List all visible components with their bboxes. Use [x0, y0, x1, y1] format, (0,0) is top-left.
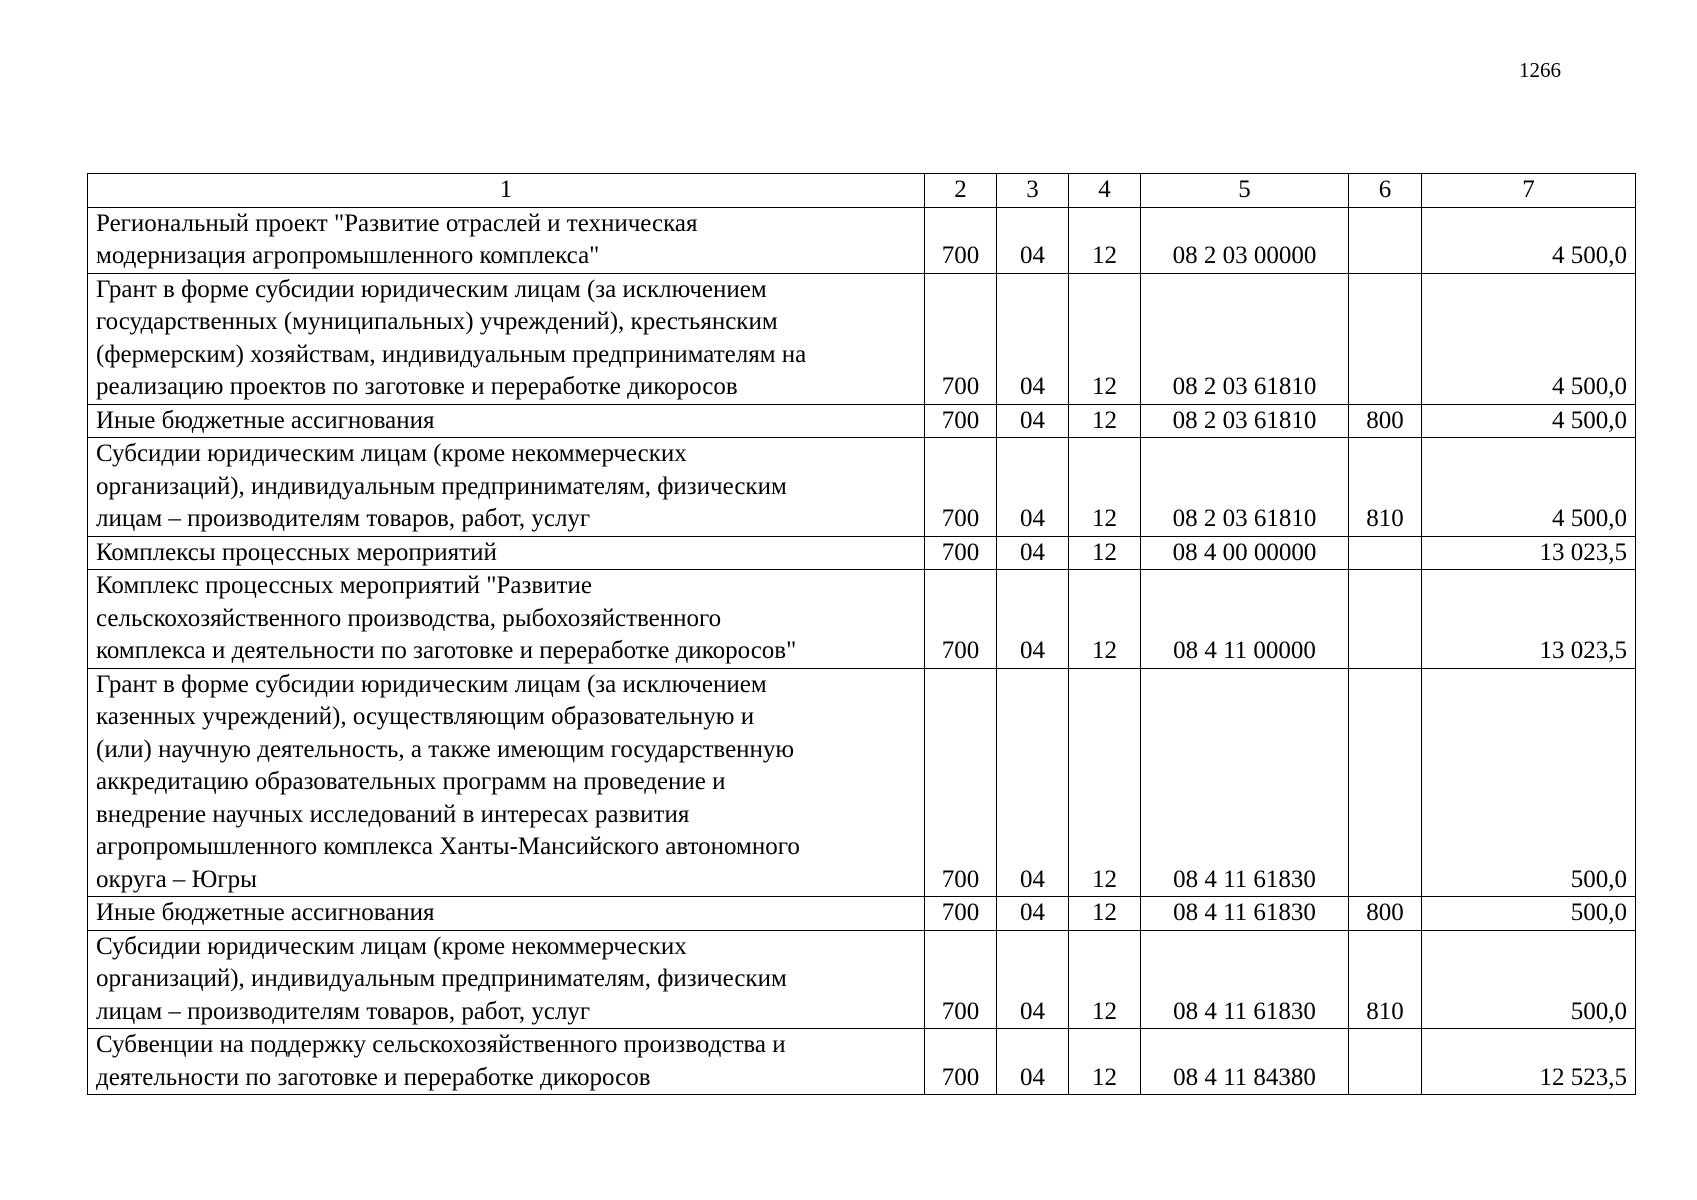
- table-row: [88, 438, 1636, 537]
- row-col4-cell: [1069, 207, 1141, 273]
- table-body: [88, 174, 1636, 1095]
- row-amount-cell: [1422, 668, 1636, 897]
- row-name-text: Грант в форме субсидии юридическим лицам (за исключением казенных учреждений), осуществляющим образовательную и (или) научную деятельность, а также имеющим государственную аккредитацию образовательных программ на проведение и внедрение научных исследований в интересах развития агропромышленного комплекса Ханты-Мансийского автономного округа – Югры: [96, 670, 800, 893]
- header-col-1: 1: [88, 174, 925, 208]
- row-col2-cell: [925, 1029, 997, 1095]
- row-col2-cell: [925, 438, 997, 537]
- row-code-text: 08 4 11 84380: [1173, 1063, 1316, 1091]
- row-col4-cell: [1069, 1029, 1141, 1095]
- row-col3-cell: [997, 570, 1069, 669]
- row-name-text: Комплексы процессных мероприятий: [96, 538, 497, 566]
- header-col-2: 2: [925, 174, 997, 208]
- row-col3-cell: [997, 668, 1069, 897]
- row-col4-cell: [1069, 668, 1141, 897]
- row-col4-cell: [1069, 273, 1141, 404]
- row-code-cell: [1141, 570, 1349, 669]
- row-amount-cell: [1422, 1029, 1636, 1095]
- row-col2-text: 700: [941, 538, 980, 566]
- row-col4-text: 12: [1092, 997, 1117, 1025]
- row-name-text: Региональный проект "Развитие отраслей и техническая модернизация агропромышленного комплекса": [96, 209, 698, 269]
- row-name-text: Иные бюджетные ассигнования: [96, 406, 435, 434]
- row-amount-text: 13 023,5: [1539, 538, 1627, 566]
- table-row: [88, 404, 1636, 438]
- header-col-4: 4: [1069, 174, 1141, 208]
- row-col4-text: 12: [1092, 406, 1117, 434]
- row-col4-cell: [1069, 438, 1141, 537]
- row-code-cell: [1141, 897, 1349, 931]
- row-col2-text: 700: [941, 637, 980, 664]
- header-col-7: 7: [1422, 174, 1636, 208]
- row-type-cell: [1349, 273, 1422, 404]
- row-col4-cell: [1069, 570, 1141, 669]
- row-amount-cell: [1422, 570, 1636, 669]
- row-type-cell: [1349, 1029, 1422, 1095]
- row-col2-text: 700: [941, 373, 980, 400]
- header-col-3: 3: [997, 174, 1069, 208]
- row-amount-text: 12 523,5: [1539, 1063, 1627, 1091]
- row-col3-text: 04: [1020, 406, 1045, 434]
- row-col4-text: 12: [1092, 373, 1117, 400]
- row-col2-cell: [925, 897, 997, 931]
- row-name-text: Субсидии юридическим лицам (кроме некоммерческих организаций), индивидуальным предпринимателям, физическим лицам – производителям товаров, работ, услуг: [96, 932, 787, 1025]
- row-name-cell: [88, 536, 925, 570]
- row-type-cell: [1349, 668, 1422, 897]
- table-row: [88, 273, 1636, 404]
- row-name-cell: [88, 438, 925, 537]
- row-amount-cell: [1422, 897, 1636, 931]
- row-col2-cell: [925, 207, 997, 273]
- row-amount-cell: [1422, 930, 1636, 1029]
- row-code-cell: [1141, 1029, 1349, 1095]
- row-amount-cell: [1422, 207, 1636, 273]
- row-col2-text: 700: [941, 899, 980, 926]
- table-row: [88, 1029, 1636, 1095]
- row-col3-cell: [997, 930, 1069, 1029]
- row-name-text: Субсидии юридическим лицам (кроме некоммерческих организаций), индивидуальным предпринимателям, физическим лицам – производителям товаров, работ, услуг: [96, 440, 787, 532]
- row-col4-cell: [1069, 930, 1141, 1029]
- row-col3-text: 04: [1020, 538, 1045, 566]
- table-row: [88, 536, 1636, 570]
- row-code-cell: [1141, 207, 1349, 273]
- row-amount-cell: [1422, 273, 1636, 404]
- row-name-cell: [88, 930, 925, 1029]
- row-col3-text: 04: [1020, 997, 1045, 1025]
- row-code-text: 08 2 03 00000: [1172, 242, 1317, 269]
- row-code-text: 08 4 00 00000: [1172, 538, 1317, 566]
- row-col2-text: 700: [941, 406, 980, 434]
- row-col4-text: 12: [1092, 1063, 1117, 1091]
- row-type-text: 810: [1366, 505, 1404, 532]
- row-col3-text: 04: [1020, 865, 1045, 893]
- row-type-cell: [1349, 570, 1422, 669]
- row-name-text: Грант в форме субсидии юридическим лицам (за исключением государственных (муниципальных) учреждений), крестьянским (фермерским) хозяйствам, индивидуальным предпринимателям на реализацию проектов по заготовке и переработке дикоросов: [96, 275, 807, 400]
- row-col4-text: 12: [1092, 242, 1117, 269]
- row-name-cell: [88, 207, 925, 273]
- row-col2-cell: [925, 273, 997, 404]
- row-col4-cell: [1069, 897, 1141, 931]
- row-type-text: 800: [1366, 899, 1404, 926]
- row-col2-text: 700: [941, 1063, 980, 1091]
- row-type-cell: [1349, 536, 1422, 570]
- row-name-text: Иные бюджетные ассигнования: [96, 899, 435, 926]
- row-col4-cell: [1069, 536, 1141, 570]
- row-type-cell: [1349, 207, 1422, 273]
- row-name-cell: [88, 1029, 925, 1095]
- row-name-cell: [88, 668, 925, 897]
- table-row: [88, 570, 1636, 669]
- row-col3-cell: [997, 273, 1069, 404]
- row-code-cell: [1141, 404, 1349, 438]
- row-col3-cell: [997, 536, 1069, 570]
- row-amount-text: 4 500,0: [1552, 242, 1627, 269]
- row-col2-text: 700: [941, 865, 980, 893]
- budget-table: [87, 173, 1636, 1095]
- row-name-cell: [88, 570, 925, 669]
- row-col4-text: 12: [1092, 637, 1117, 664]
- row-col4-text: 12: [1092, 899, 1117, 926]
- row-amount-cell: [1422, 438, 1636, 537]
- table-row: [88, 207, 1636, 273]
- row-col2-cell: [925, 668, 997, 897]
- row-code-text: 08 4 11 00000: [1173, 637, 1316, 664]
- row-type-text: 800: [1366, 406, 1404, 434]
- row-col2-text: 700: [941, 505, 980, 532]
- row-amount-text: 13 023,5: [1539, 637, 1627, 664]
- row-name-cell: [88, 897, 925, 931]
- row-type-text: 810: [1366, 997, 1404, 1025]
- row-amount-text: 4 500,0: [1552, 406, 1627, 434]
- row-name-cell: [88, 404, 925, 438]
- row-col2-cell: [925, 930, 997, 1029]
- row-amount-cell: [1422, 404, 1636, 438]
- row-col4-text: 12: [1092, 505, 1117, 532]
- row-col3-cell: [997, 207, 1069, 273]
- row-amount-text: 500,0: [1570, 865, 1627, 893]
- row-code-cell: [1141, 438, 1349, 537]
- row-col2-cell: [925, 536, 997, 570]
- table-row: [88, 897, 1636, 931]
- row-amount-text: 4 500,0: [1552, 505, 1627, 532]
- row-col2-text: 700: [941, 242, 980, 269]
- table-row: [88, 668, 1636, 897]
- row-col2-cell: [925, 404, 997, 438]
- table-row: [88, 930, 1636, 1029]
- row-code-text: 08 4 11 61830: [1173, 997, 1316, 1025]
- header-col-6: 6: [1349, 174, 1422, 208]
- row-code-text: 08 2 03 61810: [1172, 373, 1317, 400]
- row-amount-cell: [1422, 536, 1636, 570]
- row-name-cell: [88, 273, 925, 404]
- row-col3-text: 04: [1020, 242, 1045, 269]
- row-col4-cell: [1069, 404, 1141, 438]
- row-col3-text: 04: [1020, 1063, 1045, 1091]
- row-type-cell: [1349, 897, 1422, 931]
- row-col2-text: 700: [941, 997, 980, 1025]
- row-name-text: Комплекс процессных мероприятий "Развитие сельскохозяйственного производства, рыбохозяйственного комплекса и деятельности по заготовке и переработке дикоросов": [96, 572, 797, 664]
- row-col3-cell: [997, 404, 1069, 438]
- row-col3-text: 04: [1020, 373, 1045, 400]
- row-code-cell: [1141, 930, 1349, 1029]
- row-code-text: 08 4 11 61830: [1173, 865, 1316, 893]
- row-amount-text: 500,0: [1570, 997, 1627, 1025]
- row-col4-text: 12: [1092, 865, 1117, 893]
- row-col3-cell: [997, 438, 1069, 537]
- row-col3-text: 04: [1020, 637, 1045, 664]
- row-amount-text: 4 500,0: [1552, 373, 1627, 400]
- row-type-cell: [1349, 404, 1422, 438]
- row-code-text: 08 2 03 61810: [1172, 406, 1317, 434]
- row-name-text: Субвенции на поддержку сельскохозяйственного производства и деятельности по заготовке и переработке дикоросов: [96, 1031, 786, 1091]
- header-row: [88, 174, 1636, 208]
- row-col4-text: 12: [1092, 538, 1117, 566]
- page-number: 1266: [1519, 58, 1561, 82]
- row-col3-cell: [997, 1029, 1069, 1095]
- row-code-text: 08 2 03 61810: [1172, 505, 1317, 532]
- row-code-text: 08 4 11 61830: [1173, 899, 1316, 926]
- row-code-cell: [1141, 273, 1349, 404]
- row-col3-text: 04: [1020, 505, 1045, 532]
- row-type-cell: [1349, 930, 1422, 1029]
- row-col3-cell: [997, 897, 1069, 931]
- row-col2-cell: [925, 570, 997, 669]
- row-code-cell: [1141, 668, 1349, 897]
- row-code-cell: [1141, 536, 1349, 570]
- row-amount-text: 500,0: [1570, 899, 1627, 926]
- row-type-cell: [1349, 438, 1422, 537]
- header-col-5: 5: [1141, 174, 1349, 208]
- row-col3-text: 04: [1020, 899, 1045, 926]
